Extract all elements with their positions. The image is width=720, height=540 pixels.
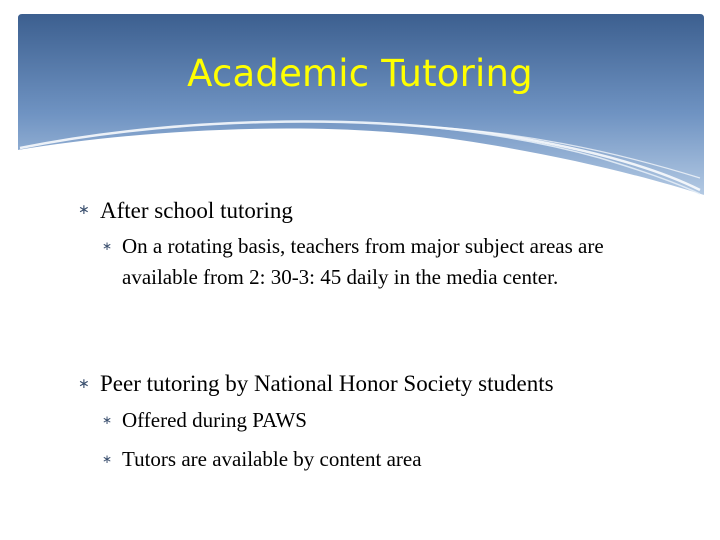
sub-bullet-item: Offered during PAWS xyxy=(122,408,307,432)
asterisk-bullet-icon: ∗ xyxy=(78,202,90,218)
asterisk-bullet-icon: ∗ xyxy=(102,413,113,427)
bullet-item: After school tutoring xyxy=(100,198,293,223)
slide-title: Academic Tutoring xyxy=(187,52,533,95)
sub-bullet-item: Tutors are available by content area xyxy=(122,447,422,471)
sub-bullet-item: On a rotating basis, teachers from major subject areas are available from 2: 30-3: 45 daily in the media center. xyxy=(122,234,604,289)
asterisk-bullet-icon: ∗ xyxy=(102,239,113,253)
bullet-item: Peer tutoring by National Honor Society students xyxy=(100,371,554,396)
asterisk-bullet-icon: ∗ xyxy=(102,452,113,466)
asterisk-bullet-icon: ∗ xyxy=(78,376,90,392)
